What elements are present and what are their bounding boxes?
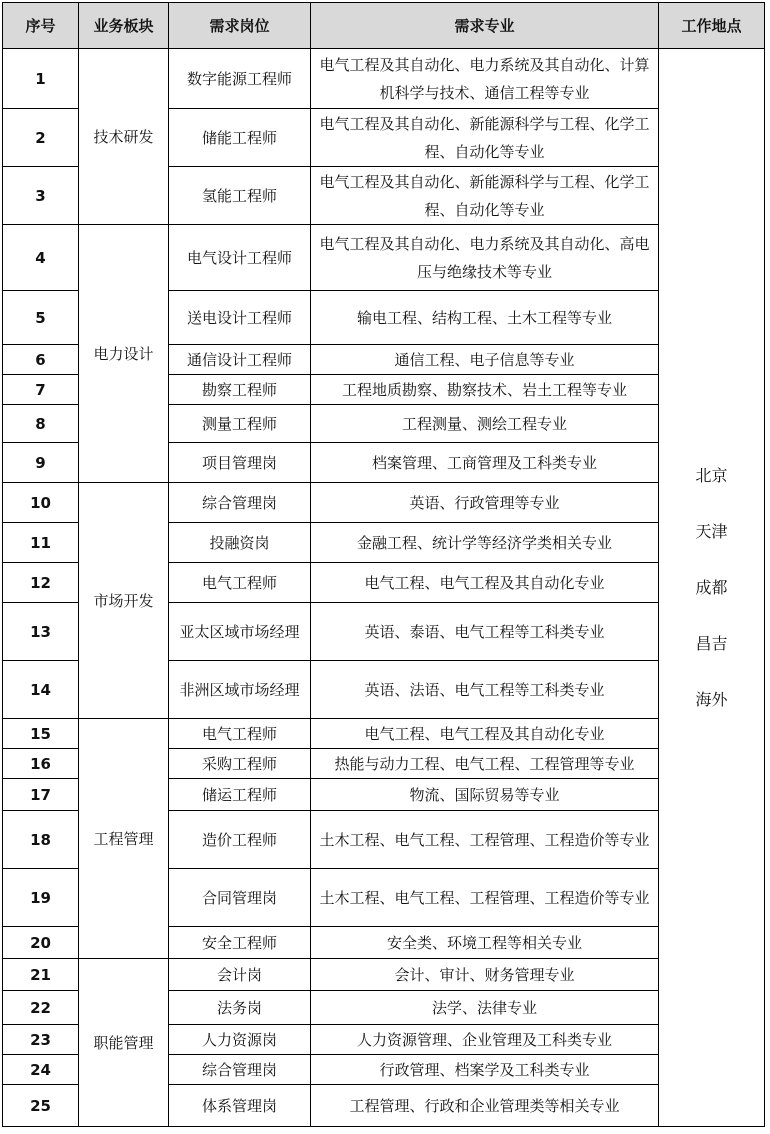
- row-index: 20: [3, 927, 79, 959]
- location-item: 北京: [695, 465, 728, 485]
- major-cell: 英语、法语、电气工程等工科类专业: [311, 661, 659, 719]
- position-cell: 法务岗: [169, 991, 311, 1025]
- row-index: 11: [3, 523, 79, 563]
- segment-cell: 职能管理: [79, 959, 169, 1127]
- position-cell: 测量工程师: [169, 405, 311, 443]
- row-index: 9: [3, 443, 79, 483]
- row-index: 15: [3, 719, 79, 749]
- header-major: 需求专业: [311, 3, 659, 49]
- major-cell: 工程管理、行政和企业管理类等相关专业: [311, 1085, 659, 1127]
- position-cell: 非洲区域市场经理: [169, 661, 311, 719]
- row-index: 6: [3, 345, 79, 375]
- table-row: [3, 959, 765, 991]
- row-index: 19: [3, 869, 79, 927]
- location-item: 海外: [695, 689, 728, 709]
- row-index: 4: [3, 225, 79, 291]
- segment-cell: 市场开发: [79, 483, 169, 719]
- position-cell: 储运工程师: [169, 779, 311, 811]
- row-index: 18: [3, 811, 79, 869]
- segment-cell: 工程管理: [79, 719, 169, 959]
- segment-cell: 技术研发: [79, 49, 169, 225]
- row-index: 22: [3, 991, 79, 1025]
- row-index: 21: [3, 959, 79, 991]
- major-cell: 电气工程及其自动化、新能源科学与工程、化学工程、自动化等专业: [311, 109, 659, 167]
- row-index: 13: [3, 603, 79, 661]
- position-cell: 安全工程师: [169, 927, 311, 959]
- row-index: 8: [3, 405, 79, 443]
- position-cell: 电气工程师: [169, 563, 311, 603]
- major-cell: 会计、审计、财务管理专业: [311, 959, 659, 991]
- major-cell: 通信工程、电子信息等专业: [311, 345, 659, 375]
- location-cell: [659, 49, 765, 1127]
- table-body: [3, 49, 765, 1127]
- position-cell: 体系管理岗: [169, 1085, 311, 1127]
- position-cell: 会计岗: [169, 959, 311, 991]
- header-index: 序号: [3, 3, 79, 49]
- row-index: 1: [3, 49, 79, 109]
- position-cell: 氢能工程师: [169, 167, 311, 225]
- row-index: 3: [3, 167, 79, 225]
- row-index: 7: [3, 375, 79, 405]
- major-cell: 工程测量、测绘工程专业: [311, 405, 659, 443]
- major-cell: 英语、行政管理等专业: [311, 483, 659, 523]
- position-cell: 亚太区域市场经理: [169, 603, 311, 661]
- location-item: 成都: [695, 577, 728, 597]
- recruitment-table: [2, 2, 765, 1127]
- position-cell: 综合管理岗: [169, 1055, 311, 1085]
- major-cell: 金融工程、统计学等经济学类相关专业: [311, 523, 659, 563]
- major-cell: 土木工程、电气工程、工程管理、工程造价等专业: [311, 811, 659, 869]
- major-cell: 物流、国际贸易等专业: [311, 779, 659, 811]
- major-cell: 电气工程及其自动化、电力系统及其自动化、计算机科学与技术、通信工程等专业: [311, 49, 659, 109]
- position-cell: 造价工程师: [169, 811, 311, 869]
- major-cell: 热能与动力工程、电气工程、工程管理等专业: [311, 749, 659, 779]
- position-cell: 储能工程师: [169, 109, 311, 167]
- row-index: 25: [3, 1085, 79, 1127]
- row-index: 17: [3, 779, 79, 811]
- row-index: 24: [3, 1055, 79, 1085]
- position-cell: 电气设计工程师: [169, 225, 311, 291]
- position-cell: 综合管理岗: [169, 483, 311, 523]
- position-cell: 项目管理岗: [169, 443, 311, 483]
- major-cell: 行政管理、档案学及工科类专业: [311, 1055, 659, 1085]
- position-cell: 投融资岗: [169, 523, 311, 563]
- row-index: 5: [3, 291, 79, 345]
- position-cell: 勘察工程师: [169, 375, 311, 405]
- major-cell: 安全类、环境工程等相关专业: [311, 927, 659, 959]
- table-row: [3, 225, 765, 291]
- row-index: 2: [3, 109, 79, 167]
- segment-cell: 电力设计: [79, 225, 169, 483]
- table-row: [3, 719, 765, 749]
- major-cell: 电气工程及其自动化、电力系统及其自动化、高电压与绝缘技术等专业: [311, 225, 659, 291]
- position-cell: 采购工程师: [169, 749, 311, 779]
- position-cell: 通信设计工程师: [169, 345, 311, 375]
- table-row: [3, 483, 765, 523]
- position-cell: 电气工程师: [169, 719, 311, 749]
- major-cell: 人力资源管理、企业管理及工科类专业: [311, 1025, 659, 1055]
- position-cell: 数字能源工程师: [169, 49, 311, 109]
- major-cell: 土木工程、电气工程、工程管理、工程造价等专业: [311, 869, 659, 927]
- row-index: 14: [3, 661, 79, 719]
- header-location: 工作地点: [659, 3, 765, 49]
- major-cell: 电气工程、电气工程及其自动化专业: [311, 563, 659, 603]
- position-cell: 人力资源岗: [169, 1025, 311, 1055]
- header-segment: 业务板块: [79, 3, 169, 49]
- position-cell: 送电设计工程师: [169, 291, 311, 345]
- header-position: 需求岗位: [169, 3, 311, 49]
- row-index: 10: [3, 483, 79, 523]
- row-index: 12: [3, 563, 79, 603]
- major-cell: 档案管理、工商管理及工科类专业: [311, 443, 659, 483]
- major-cell: 法学、法律专业: [311, 991, 659, 1025]
- table-row: [3, 49, 765, 109]
- row-index: 16: [3, 749, 79, 779]
- major-cell: 工程地质勘察、勘察技术、岩土工程等专业: [311, 375, 659, 405]
- position-cell: 合同管理岗: [169, 869, 311, 927]
- row-index: 23: [3, 1025, 79, 1055]
- location-item: 昌吉: [695, 633, 728, 653]
- major-cell: 英语、泰语、电气工程等工科类专业: [311, 603, 659, 661]
- major-cell: 电气工程及其自动化、新能源科学与工程、化学工程、自动化等专业: [311, 167, 659, 225]
- header-row: [3, 3, 765, 49]
- location-item: 天津: [695, 521, 728, 541]
- major-cell: 输电工程、结构工程、土木工程等专业: [311, 291, 659, 345]
- major-cell: 电气工程、电气工程及其自动化专业: [311, 719, 659, 749]
